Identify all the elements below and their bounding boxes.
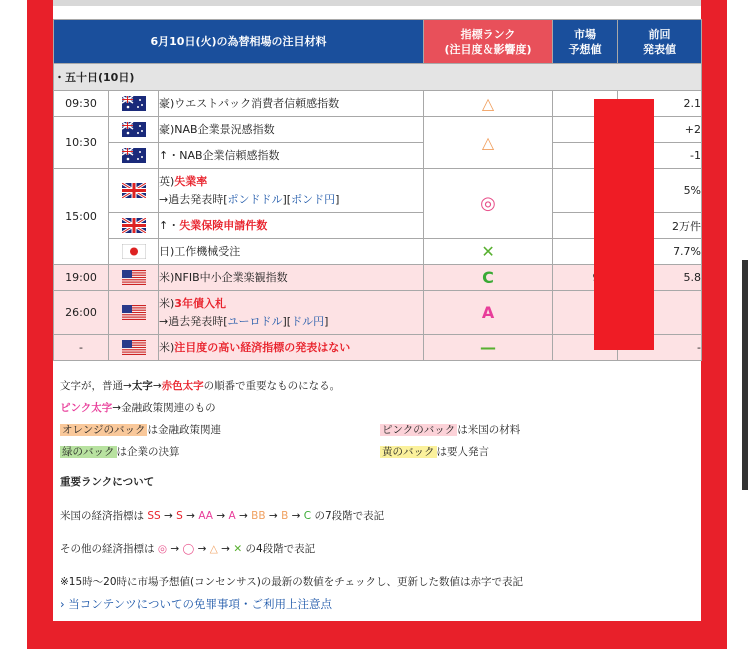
time-cell: 26:00 <box>54 291 109 335</box>
event-cell: 英)失業率 →過去発表時[ポンドドル][ポンド円] <box>159 169 424 213</box>
previous-cell: 7.7% <box>618 239 702 265</box>
event-cell: 米)注目度の高い経済指標の発表はない <box>159 335 424 361</box>
time-cell: 15:00 <box>54 169 109 265</box>
dollar-yen-link[interactable]: ドル円 <box>291 314 325 328</box>
us-flag-icon <box>122 270 146 285</box>
euro-dollar-link[interactable]: ユーロドル <box>227 314 283 328</box>
rank-triangle-icon: △ <box>424 91 553 117</box>
previous-cell: 2.1 <box>618 91 702 117</box>
event-cell: 米)3年債入札 →過去発表時[ユーロドル][ドル円] <box>159 291 424 335</box>
red-overlay-bar <box>594 99 654 350</box>
rank-a-label: A <box>424 291 553 335</box>
legend-line-3b: ピンクのバック は米国の材料 <box>382 424 521 436</box>
pound-dollar-link[interactable]: ポンドドル <box>227 192 283 206</box>
time-cell: 19:00 <box>54 265 109 291</box>
previous-cell: +2 <box>618 117 702 143</box>
rank-dash-icon: — <box>424 335 553 361</box>
rank-section-title: 重要ランクについて <box>60 476 155 488</box>
rank-header: 指標ランク (注目度＆影響度) <box>424 20 553 64</box>
event-cell: 日)工作機械受注 <box>159 239 424 265</box>
us-flag-icon <box>122 340 146 355</box>
event-cell: 豪)NAB企業景況感指数 <box>159 117 424 143</box>
legend-line-4a: 緑のバック は企業の決算 <box>62 446 180 458</box>
legend-line-2: ピンク太字→金融政策関連のもの <box>60 402 216 414</box>
section-label: ・五十日(10日) <box>54 64 702 91</box>
time-cell: - <box>54 335 109 361</box>
previous-header: 前回 発表値 <box>618 20 702 64</box>
australia-flag-icon <box>122 96 146 111</box>
us-flag-icon <box>122 305 146 320</box>
rank-cross-icon: ✕ <box>424 239 553 265</box>
legend-line-1: 文字が，普通→太字→赤色太字の順番で重要なものになる。 <box>60 380 341 392</box>
uk-flag-icon <box>122 183 146 198</box>
legend-line-4b: 黄のバック は要人発言 <box>382 446 489 458</box>
previous-cell: - <box>618 335 702 361</box>
uk-flag-icon <box>122 218 146 233</box>
forecast-header: 市場 予想値 <box>553 20 618 64</box>
previous-cell: 2万件 <box>618 213 702 239</box>
disclaimer-link[interactable]: › 当コンテンツについての免罪事項・ご利用上注意点 <box>60 597 332 611</box>
top-strip <box>53 0 701 6</box>
japan-flag-icon <box>122 244 146 259</box>
consensus-note: ※15時〜20時に市場予想値(コンセンサス)の最新の数値をチェックし、更新した数値は赤字で表記 <box>60 576 523 588</box>
time-cell: 09:30 <box>54 91 109 117</box>
other-rank-line: その他の経済指標は ◎ → ◯ → △ → ✕ の4段階で表記 <box>60 543 316 555</box>
event-cell: 米)NFIB中小企業楽観指数 <box>159 265 424 291</box>
previous-cell: 5% <box>618 169 702 213</box>
previous-cell: -1 <box>618 143 702 169</box>
event-cell: 豪)ウエストパック消費者信頼感指数 <box>159 91 424 117</box>
time-cell: 10:30 <box>54 117 109 169</box>
previous-cell: 5.8 <box>618 265 702 291</box>
pound-yen-link[interactable]: ポンド円 <box>291 192 336 206</box>
rank-c-label: C <box>424 265 553 291</box>
australia-flag-icon <box>122 148 146 163</box>
event-cell: ↑・失業保険申請件数 <box>159 213 424 239</box>
rank-double-circle-icon: ◎ <box>424 169 553 239</box>
rank-triangle-icon: △ <box>424 117 553 169</box>
legend-line-3a: オレンジのバック は金融政策関連 <box>62 424 221 436</box>
scrollbar[interactable] <box>742 260 748 490</box>
table-title: 6月10日(火)の為替相場の注目材料 <box>54 20 424 64</box>
australia-flag-icon <box>122 122 146 137</box>
us-rank-line: 米国の経済指標は SS → S → AA → A → BB → B → C の7段階で表記 <box>60 510 385 522</box>
event-cell: ↑・NAB企業信頼感指数 <box>159 143 424 169</box>
